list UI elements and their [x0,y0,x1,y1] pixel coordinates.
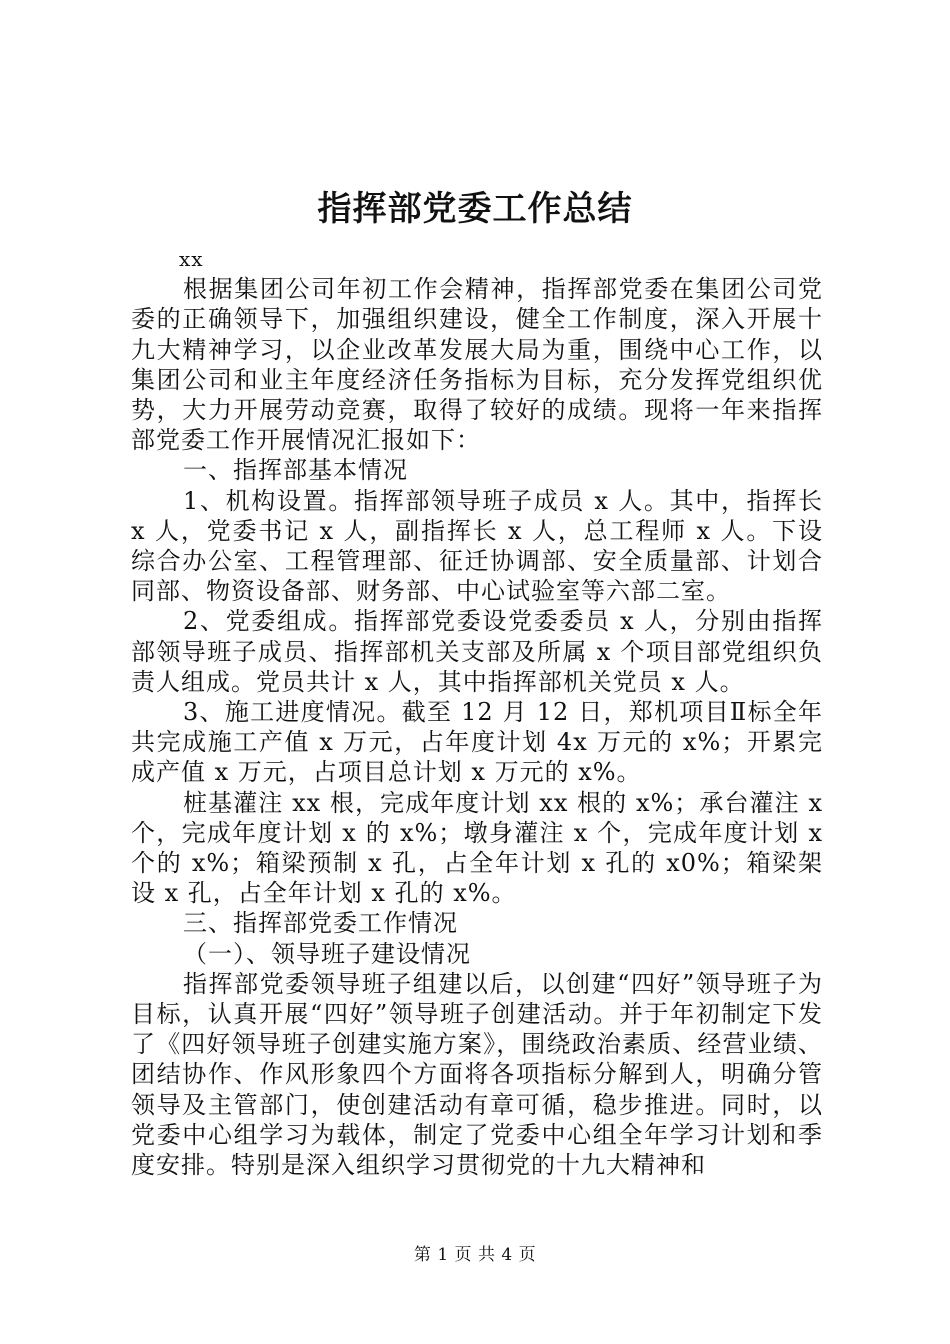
paragraph-intro: 根据集团公司年初工作会精神，指挥部党委在集团公司党委的正确领导下，加强组织建设，健全工作制度，深入开展十九大精神学习，以企业改革发展大局为重，围绕中心工作，以集团公司和业主年度经济任务指标为目标，充分发挥党组织优势，大力开展劳动竞赛，取得了较好的成绩。现将一年来指挥部党委工作开展情况汇报如下： [131,275,823,455]
section-heading-1: 一、指挥部基本情况 [183,456,408,485]
section-heading-3: 三、指挥部党委工作情况 [183,909,458,938]
page-number-footer: 第 1 页 共 4 页 [413,1245,537,1265]
paragraph-leadership: 指挥部党委领导班子组建以后，以创建“四好”领导班子为目标，认真开展“四好”领导班子创建活动。并于年初制定下发了《四好领导班子创建实施方案》，围绕政治素质、经营业绩、团结协作、作风形象四个方面将各项指标分解到人，明确分管领导及主管部门，使创建活动有章可循，稳步推进。同时，以党委中心组学习为载体，制定了党委中心组全年学习计划和季度安排。特别是深入组织学习贯彻党的十九大精神和 [131,969,823,1180]
author-line: xx [179,247,204,271]
document-body [131,244,823,1180]
subsection-heading-1: （一）、领导班子建设情况 [183,939,471,968]
document-title: 指挥部党委工作总结 [317,189,633,229]
paragraph-progress: 3、施工进度情况。截至 12 月 12 日，郑机项目Ⅱ标全年共完成施工产值 x 万元，占年度计划 4x 万元的 x%；开累完成产值 x 万元，占项目总计划 x 万元的 x%。 [131,698,823,787]
paragraph-org-setup: 1、机构设置。指挥部领导班子成员 x 人。其中，指挥长 x 人，党委书记 x 人，副指挥长 x 人，总工程师 x 人。下设综合办公室、工程管理部、征迁协调部、安全质量部、计划合同部、物资设备部、财务部、中心试验室等六部二室。 [131,486,823,606]
paragraph-progress-detail: 桩基灌注 xx 根，完成年度计划 xx 根的 x%；承台灌注 x 个，完成年度计划 x 的 x%；墩身灌注 x 个，完成年度计划 x 个的 x%；箱梁预制 x 孔，占全年计划 x 孔的 x0%；箱梁架设 x 孔，占全年计划 x 孔的 x%。 [131,788,823,908]
paragraph-party-committee: 2、党委组成。指挥部党委设党委委员 x 人，分别由指挥部领导班子成员、指挥部机关支部及所属 x 个项目部党组织负责人组成。党员共计 x 人，其中指挥部机关党员 x 人。 [131,607,823,696]
